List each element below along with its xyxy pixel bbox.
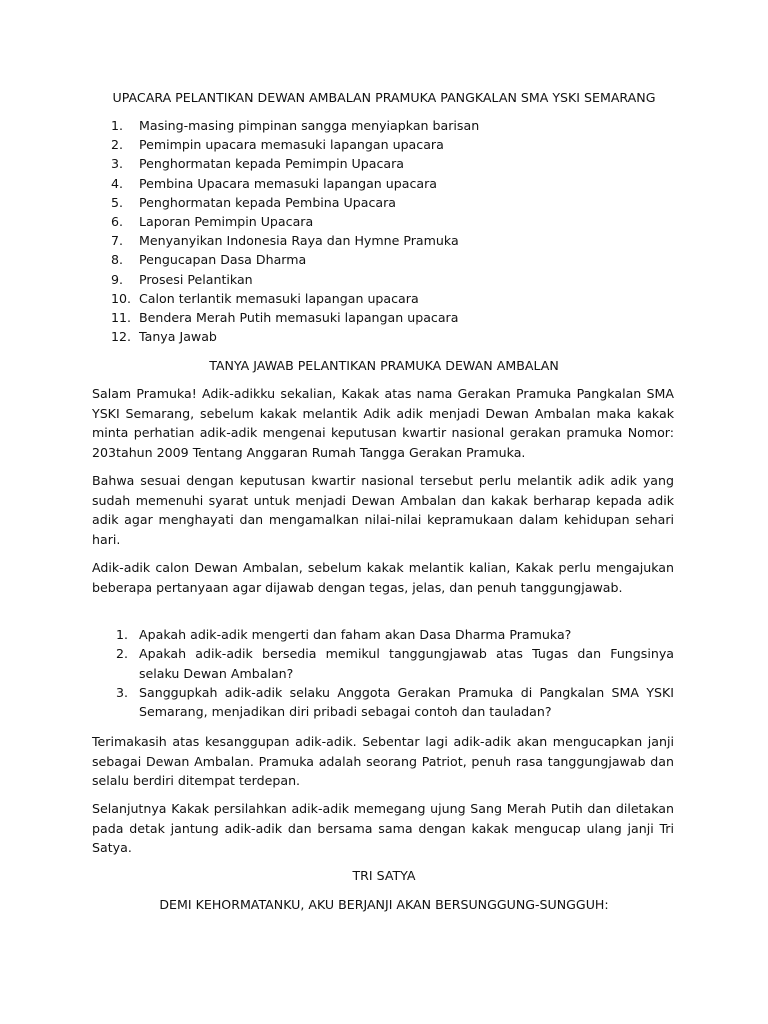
list-number: 4. [111, 175, 124, 191]
list-item [92, 231, 652, 250]
list-text: Laporan Pemimpin Upacara [139, 214, 314, 230]
list-text: Sanggupkah adik-adik selaku Anggota Gerakan Pramuka di Pangkalan SMA YSKI Semarang, menjadikan diri pribadi sebagai contoh dan tauladan? [139, 684, 674, 720]
list-number: 8. [111, 252, 124, 268]
ceremony-steps-list [92, 116, 652, 346]
list-item [92, 174, 652, 193]
list-item [92, 135, 652, 154]
list-text: Calon terlantik memasuki lapangan upacara [139, 290, 419, 306]
list-text: Masing-masing pimpinan sangga menyiapkan barisan [139, 118, 480, 133]
list-item [92, 212, 652, 231]
list-number: 11. [111, 310, 132, 326]
list-number: 7. [111, 233, 124, 249]
list-number: 3. [111, 156, 124, 172]
list-text: Penghormatan kepada Pembina Upacara [139, 194, 396, 210]
list-number: 2. [111, 137, 124, 153]
document-title: UPACARA PELANTIKAN DEWAN AMBALAN PRAMUKA PANGKALAN SMA YSKI SEMARANG [112, 90, 656, 105]
list-text: Apakah adik-adik bersedia memikul tanggungjawab atas Tugas dan Fungsinya selaku Dewan Ambalan? [139, 646, 674, 681]
list-item [92, 683, 674, 722]
list-item [92, 116, 652, 135]
list-item [92, 625, 674, 644]
list-number: 6. [111, 214, 124, 230]
list-text: Penghormatan kepada Pemimpin Upacara [139, 156, 405, 172]
paragraph: Bahwa sesuai dengan keputusan kwartir nasional tersebut perlu melantik adik adik yang sudah memenuhi syarat untuk menjadi Dewan Ambalan dan kakak berharap kepada adik adik agar menghayati dan mengamalkan nilai-nilai kepramukaan dalam kehidupan sehari hari. [92, 473, 674, 547]
list-item [92, 270, 652, 289]
list-number: 1. [116, 627, 129, 642]
list-text: Apakah adik-adik mengerti dan faham akan Dasa Dharma Pramuka? [139, 627, 572, 642]
list-text: Prosesi Pelantikan [139, 271, 253, 287]
list-item [92, 289, 652, 308]
list-number: 1. [111, 118, 124, 133]
paragraph: Terimakasih atas kesanggupan adik-adik. Sebentar lagi adik-adik akan mengucapkan janji sebagai Dewan Ambalan. Pramuka adalah seorang Patriot, penuh rasa tanggungjawab dan selalu berdiri ditempat terdepan. [92, 734, 674, 788]
list-item [92, 308, 652, 327]
paragraph: Salam Pramuka! Adik-adikku sekalian, Kakak atas nama Gerakan Pramuka Pangkalan SMA YSKI Semarang, sebelum kakak melantik Adik adik menjadi Dewan Ambalan maka kakak minta perhatian adik-adik mengenai keputusan kwartir nasional gerakan pramuka Nomor: 203tahun 2009 Tentang Anggaran Rumah Tangga Gerakan Pramuka. [92, 386, 674, 460]
list-number: 3. [116, 684, 129, 700]
list-number: 9. [111, 271, 124, 287]
list-number: 5. [111, 194, 124, 210]
paragraph: Adik-adik calon Dewan Ambalan, sebelum kakak melantik kalian, Kakak perlu mengajukan beberapa pertanyaan agar dijawab dengan tegas, jelas, dan penuh tanggungjawab. [92, 560, 674, 595]
tri-satya-heading: TRI SATYA [352, 868, 416, 883]
list-text: Pemimpin upacara memasuki lapangan upacara [139, 137, 444, 153]
list-number: 2. [116, 646, 129, 662]
questions-list [92, 625, 674, 721]
section-subtitle: TANYA JAWAB PELANTIKAN PRAMUKA DEWAN AMBALAN [209, 358, 559, 373]
list-item [92, 250, 652, 269]
list-item [92, 327, 652, 346]
list-number: 10. [111, 290, 132, 306]
list-text: Menyanyikan Indonesia Raya dan Hymne Pramuka [139, 233, 459, 249]
list-item [92, 193, 652, 212]
oath-line: DEMI KEHORMATANKU, AKU BERJANJI AKAN BERSUNGGUNG-SUNGGUH: [159, 897, 609, 912]
paragraph: Selanjutnya Kakak persilahkan adik-adik memegang ujung Sang Merah Putih dan diletakan pada detak jantung adik-adik dan bersama sama dengan kakak mengucap ulang janji Tri Satya. [92, 801, 674, 855]
list-text: Pengucapan Dasa Dharma [139, 252, 307, 268]
list-text: Pembina Upacara memasuki lapangan upacara [139, 175, 438, 191]
list-text: Tanya Jawab [139, 329, 217, 345]
list-text: Bendera Merah Putih memasuki lapangan upacara [139, 310, 459, 326]
list-item [92, 644, 674, 683]
list-item [92, 154, 652, 173]
list-number: 12. [111, 329, 132, 345]
